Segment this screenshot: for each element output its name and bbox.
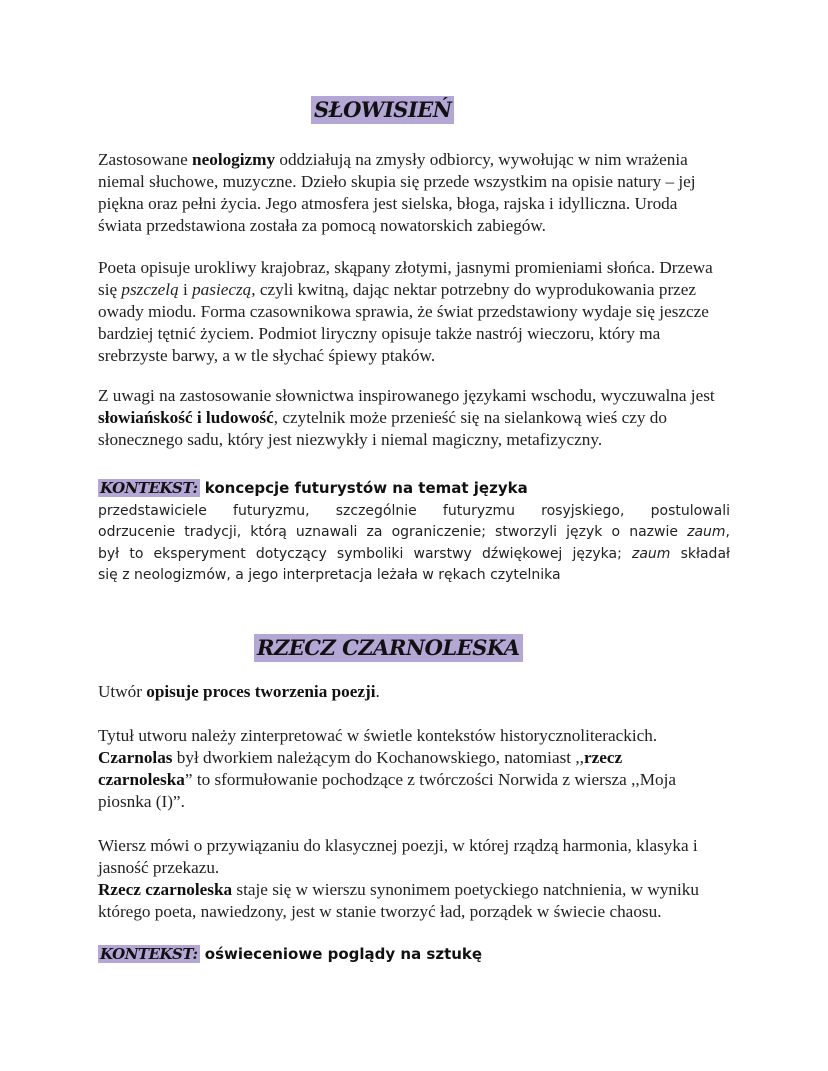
text-line [98, 323, 713, 345]
text-run: Tytuł utworu należy zinterpretować w świetle kontekstów historycznoliterackich. [98, 726, 658, 745]
text-line [98, 149, 696, 171]
text-run: jasność przekazu. [98, 858, 220, 877]
context-label: KONTEKST: [100, 479, 198, 497]
text-run: słonecznego sadu, który jest niezwykły i niemal magiczny, metafizyczny. [98, 430, 603, 449]
text-line [98, 747, 676, 769]
bold-text: Czarnolas [98, 748, 173, 767]
text-run: staje się w wierszu synonimem poetyckiego natchnienia, w wyniku [232, 880, 699, 899]
text-run: ” to sformułowanie pochodzące z twórczości Norwida z wiersza ,,Moja [184, 770, 676, 789]
bold-text: czarnoleska [98, 770, 185, 789]
text-run: srebrzyste barwy, a w tle słychać śpiewy ptaków. [98, 346, 436, 365]
text-line [98, 171, 696, 193]
text-run: Z uwagi na zastosowanie słownictwa inspirowanego językami wschodu, wyczuwalna jest [98, 386, 715, 405]
text-line [98, 522, 730, 543]
text-run: . [375, 682, 380, 701]
text-line [98, 429, 715, 451]
text-line [98, 215, 696, 237]
text-run: się z neologizmów, a jego interpretacja leżała w rękach czytelnika [98, 566, 561, 583]
context-heading [98, 477, 528, 499]
text-line [98, 835, 699, 857]
text-run: był to eksperyment dotyczący symboliki warstwy dźwiękowej języka; [98, 545, 632, 562]
text-line [98, 725, 676, 747]
text-line [98, 385, 715, 407]
paragraph [98, 149, 696, 237]
bold-text: neologizmy [192, 150, 276, 169]
text-run: oddziałują na zmysły odbiorcy, wywołując w nim wrażenia [275, 150, 688, 169]
text-line [98, 565, 730, 586]
italic-text: zaum [631, 545, 671, 562]
text-line [98, 681, 380, 703]
section-title-slowisien: SŁOWISIEŃ [311, 96, 454, 124]
text-line [98, 257, 713, 279]
text-run: owady miodu. Forma czasownikowa sprawia, że świat przedstawiony wydaje się jeszcze [98, 302, 709, 321]
context-label: KONTEKST: [100, 945, 198, 963]
text-line [98, 879, 699, 901]
text-run: , czyli kwitną, dając nektar potrzebny do wyprodukowania przez [251, 280, 697, 299]
italic-text: pasieczą [192, 280, 252, 299]
paragraph [98, 725, 676, 813]
paragraph [98, 681, 380, 703]
text-run: Wiersz mówi o przywiązaniu do klasycznej poezji, w której rządzą harmonia, klasyka i [98, 836, 698, 855]
italic-text: zaum [687, 524, 726, 541]
text-run: Poeta opisuje urokliwy krajobraz, skąpany złotymi, jasnymi promieniami słońca. Drzewa [98, 258, 713, 277]
text-line [98, 901, 699, 923]
context-title: oświeceniowe poglądy na sztukę [199, 945, 483, 963]
text-line [98, 501, 730, 522]
bold-text: Rzecz czarnoleska [98, 880, 233, 899]
context-body [98, 501, 730, 586]
context-heading [98, 943, 482, 965]
section-title-rzecz-czarnoleska: RZECZ CZARNOLESKA [254, 634, 523, 662]
paragraph [98, 385, 715, 451]
text-run: , czytelnik może przenieść się na sielankową wieś czy do [273, 408, 667, 427]
text-line [98, 791, 676, 813]
text-run: bardziej tętnić życiem. Podmiot liryczny opisuje także nastrój wieczoru, który ma [98, 324, 661, 343]
text-run: niemal słuchowe, muzyczne. Dzieło skupia się przede wszystkim na opisie natury – jej [98, 172, 696, 191]
text-line [98, 301, 713, 323]
text-line [98, 279, 713, 301]
paragraph [98, 257, 713, 367]
text-line [98, 769, 676, 791]
bold-text: słowiańskość i ludowość [98, 408, 274, 427]
text-run: Zastosowane [98, 150, 193, 169]
text-line [98, 544, 730, 565]
text-line [98, 193, 696, 215]
context-title: koncepcje futurystów na temat języka [199, 479, 528, 497]
text-run: , [725, 524, 730, 541]
text-run: którego poeta, nawiedzony, jest w stanie tworzyć ład, porządek w świecie chaosu. [98, 902, 662, 921]
text-run: piękna oraz pełni życia. Jego atmosfera jest sielska, błoga, rajska i idylliczna. Uroda [98, 194, 678, 213]
text-run: był dworkiem należącym do Kochanowskiego, natomiast ,, [172, 748, 584, 767]
paragraph [98, 835, 699, 923]
text-run: i [178, 280, 193, 299]
text-run: odrzucenie tradycji, którą uznawali za ograniczenie; stworzyli język o nazwie [98, 524, 688, 541]
bold-text: rzecz [583, 748, 623, 767]
text-run: składał [670, 545, 730, 562]
italic-text: pszczelą [121, 280, 179, 299]
text-run: piosnka (I)”. [98, 792, 185, 811]
text-run: Utwór [98, 682, 147, 701]
text-run: świata przedstawiona została za pomocą nowatorskich zabiegów. [98, 216, 546, 235]
text-run: się [98, 280, 122, 299]
text-run: przedstawiciele futuryzmu, szczególnie futuryzmu rosyjskiego, postulowali [98, 503, 730, 519]
bold-text: opisuje proces tworzenia poezji [146, 682, 376, 701]
text-line [98, 407, 715, 429]
text-line [98, 345, 713, 367]
text-line [98, 857, 699, 879]
